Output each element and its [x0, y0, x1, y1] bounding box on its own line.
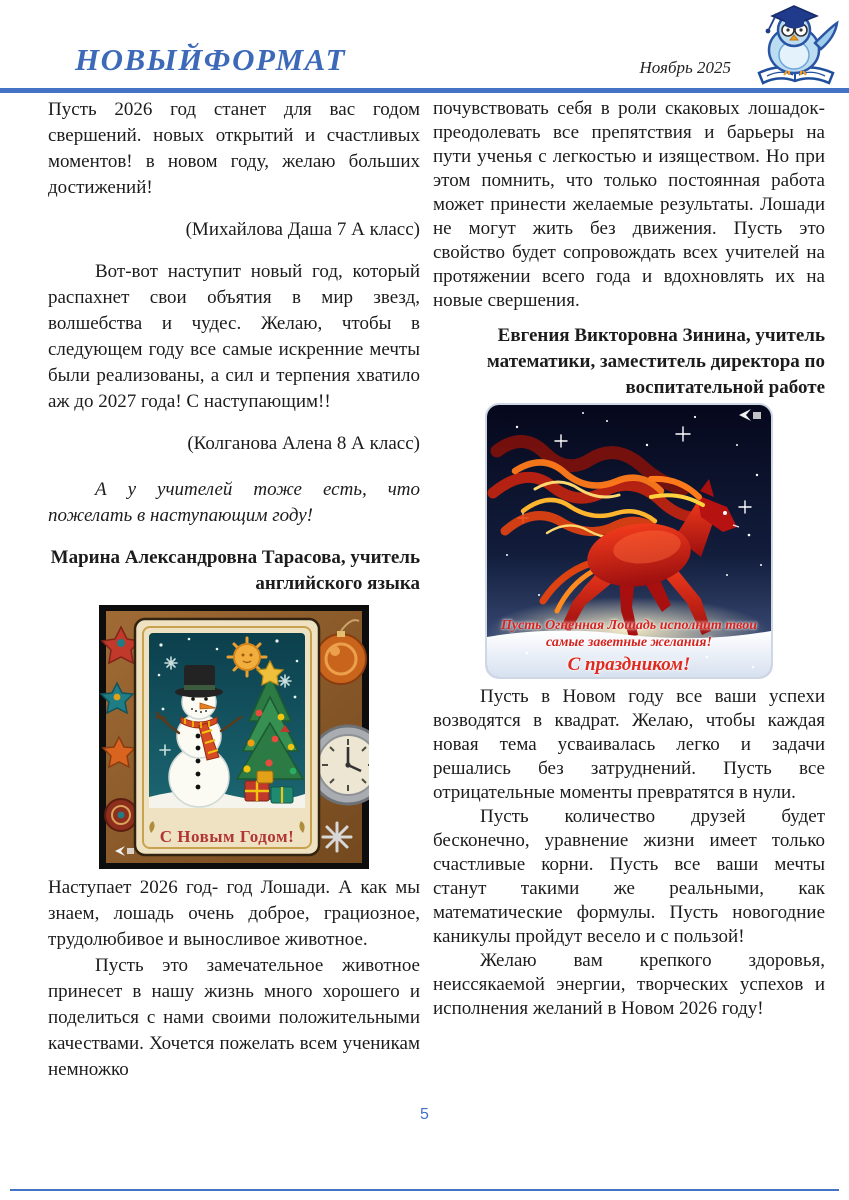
right-column: [433, 97, 825, 1083]
snowman-card-image: [99, 605, 369, 869]
header-divider: [0, 88, 849, 93]
horse-greeting-text: [487, 617, 771, 676]
teacher-heading: Марина Александровна Тарасова, учитель английского языка: [50, 547, 420, 594]
masthead: [0, 0, 849, 93]
paragraph: Вот-вот наступит новый год, который распахнет свои объятия в мир звезд, волшебства и чудес. Желаю, чтобы в следующем году все самые искренние мечты были реализованы, а сил и терпения хватило аж до 2027 года! С наступающим!!: [48, 261, 420, 412]
horse-caption-line1: Пусть Огненная Лошадь исполнит твои: [500, 618, 758, 633]
teacher-heading: Евгения Викторовна Зинина, учитель математики, заместитель директора по воспитательной работе: [486, 325, 825, 398]
paragraph: Пусть в Новом году все ваши успехи возводятся в квадрат. Желаю, чтобы каждая новая тема усваивалась легко и задачи решались без затруднений. Пусть все отрицательные моменты превратятся в нули.: [433, 686, 825, 803]
newsletter-title: НОВЫЙФОРМАТ: [75, 42, 347, 77]
horse-caption-line2: самые заветные желания!: [546, 635, 712, 650]
lead-question: А у учителей тоже есть, что пожелать в наступающим году!: [48, 479, 420, 526]
article-body: [48, 97, 825, 1083]
paragraph: Желаю вам крепкого здоровья, неиссякаемой энергии, творческих успехов и исполнения желаний в Новом 2026 году!: [433, 950, 825, 1019]
paragraph: Пусть количество друзей будет бесконечно, уравнение жизни имеет только счастливые корни. Пусть все ваши мечты станут такими же реальными, как математические формулы. Пусть новогодние каникулы пройдут весело и с пользой!: [433, 806, 825, 947]
attribution: (Михайлова Даша 7 А класс): [185, 219, 420, 240]
attribution: (Колганова Алена 8 А класс): [187, 433, 420, 454]
paragraph: Наступает 2026 год- год Лошади. А как мы знаем, лошадь очень доброе, грациозное, трудолюбивое и выносливое животное.: [48, 877, 420, 950]
paragraph: почувствовать себя в роли скаковых лошадок- преодолевать все препятствия и барьеры на пути ученья с легкостью и изяществом. Но при этом помнить, что только постоянная работа может принести желаемые результаты. Лошади не могут жить без движения. Пусть это свойство будет сопровождать всех учителей на протяжении всего года и вдохновлять их на новые свершения.: [433, 98, 825, 311]
horse-caption-line3: С праздником!: [567, 654, 691, 675]
page-number: 5: [420, 1106, 429, 1123]
fire-horse-image: [487, 405, 771, 677]
issue-date: Ноябрь 2025: [639, 58, 731, 77]
footer-divider: [10, 1189, 839, 1191]
left-column: [48, 97, 420, 1083]
paragraph: Пусть 2026 год станет для вас годом свершений. новых открытий и счастливых моментов! в новом году, желаю больших достижений!: [48, 99, 420, 198]
card-greeting-text: С Новым Годом!: [159, 827, 295, 846]
owl-logo-icon: [745, 3, 847, 89]
paragraph: Пусть это замечательное животное принесет в нашу жизнь много хорошего и поделиться с нами своими положительными качествами. Хочется пожелать всем ученикам немножко: [48, 955, 420, 1080]
